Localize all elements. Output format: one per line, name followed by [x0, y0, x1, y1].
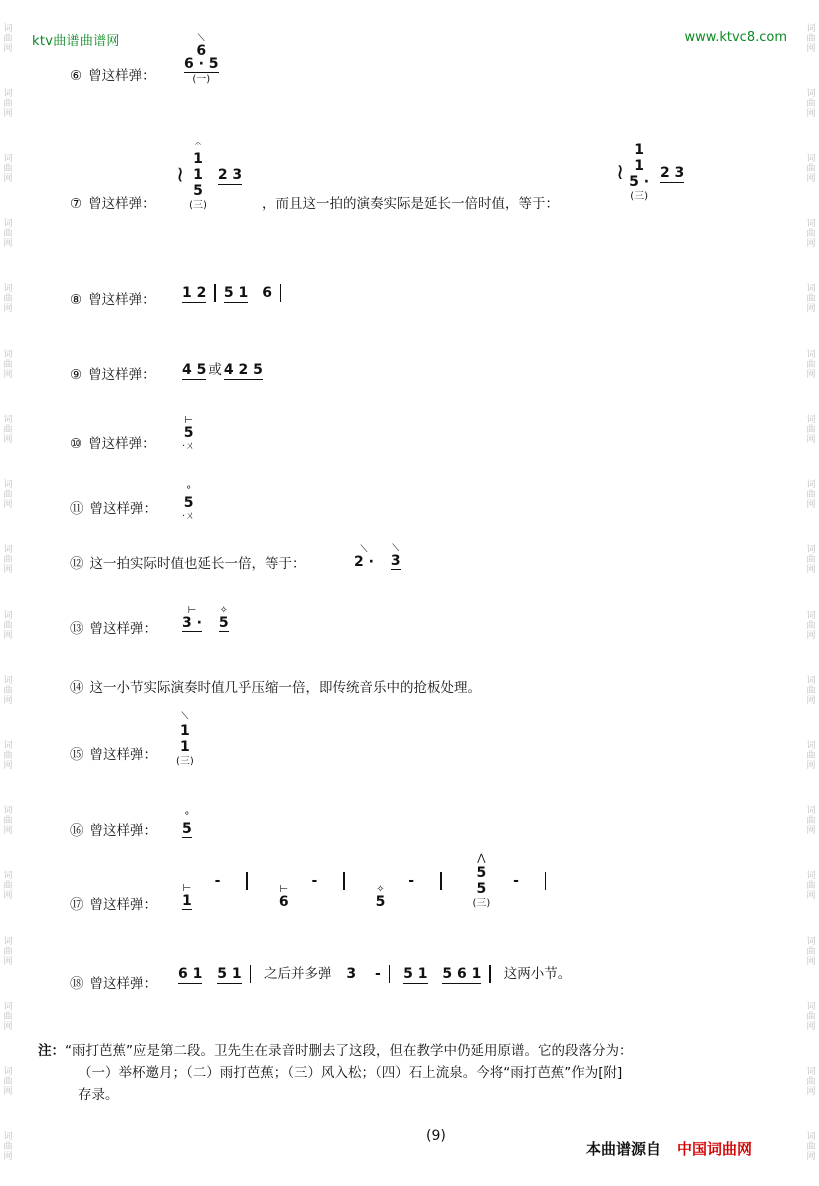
header-site-right[interactable]: www.ktvc8.com [684, 30, 787, 45]
watermark-mark: 词曲网 [3, 610, 13, 641]
watermark-mark: 词曲网 [806, 349, 816, 380]
row-12 [70, 552, 306, 572]
source-label: 本曲谱源自 [586, 1140, 662, 1158]
technique-mark: ⊢ [187, 605, 197, 616]
watermark-mark: 词曲网 [3, 414, 13, 445]
notation-row-7a [176, 138, 242, 212]
watermark-mark: 词曲网 [806, 219, 816, 250]
watermark-mark: 词曲网 [3, 936, 13, 967]
notation-row-8 [182, 284, 289, 303]
barline [343, 872, 345, 890]
dash: - [513, 873, 519, 889]
row-18-middle: 之后并多弹 [263, 966, 332, 982]
or-text: 或 [208, 362, 222, 378]
notation-row-17 [182, 852, 554, 910]
harmonic-mark: ° [186, 485, 192, 496]
row-number: ⑥ [70, 68, 83, 84]
watermark-mark: 词曲网 [3, 871, 13, 902]
row-number: ⑩ [70, 436, 83, 452]
note: 5 [183, 495, 194, 511]
arpeggio-mark: ≀ [616, 160, 625, 185]
row-number: ⑨ [70, 367, 83, 383]
watermark-mark: 词曲网 [3, 349, 13, 380]
watermark-mark: 词曲网 [3, 1067, 13, 1098]
watermark-mark: 词曲网 [806, 480, 816, 511]
note-line-3: 存录。 [78, 1087, 119, 1103]
row-text: 曾这样弹： [88, 292, 156, 308]
note-a: 2 · [354, 554, 374, 570]
row-text: 曾这样弹： [88, 68, 156, 84]
technique-mark: ⊢ [279, 884, 289, 895]
watermark-mark: 词曲网 [806, 675, 816, 706]
technique-mark: ⊢ [182, 883, 192, 894]
measure-3: 5 [375, 894, 386, 910]
row-text: 曾这样弹： [89, 976, 157, 992]
row-17 [70, 893, 157, 913]
right-watermark-column [803, 0, 819, 1186]
notation-row-10 [182, 414, 195, 453]
watermark-mark: 词曲网 [806, 284, 816, 315]
watermark-mark: 词曲网 [3, 284, 13, 315]
watermark-mark: 词曲网 [806, 741, 816, 772]
watermark-mark: 词曲网 [3, 806, 13, 837]
notation-row-18 [178, 962, 571, 984]
row-number: ⑮ [70, 747, 84, 763]
slide-mark: ⟍ [392, 543, 400, 554]
barline [246, 872, 248, 890]
notation-row-16 [182, 810, 192, 838]
watermark-mark: 词曲网 [806, 1001, 816, 1032]
phrase-b: 4 2 5 [223, 362, 263, 378]
row-text: 曾这样弹： [89, 897, 157, 913]
note-b: 5 [218, 615, 229, 631]
notation-row-9 [182, 358, 263, 380]
note-sub: (一) [192, 74, 211, 85]
row-18-end: 这两小节。 [503, 966, 572, 982]
notation-row-6 [184, 32, 219, 86]
barline [489, 965, 491, 983]
note-sub: (三) [176, 756, 194, 767]
row-6 [70, 64, 156, 84]
watermark-mark: 词曲网 [806, 414, 816, 445]
phrase-a: 4 5 [182, 362, 207, 378]
row-number: ⑬ [70, 621, 84, 637]
watermark-mark: 词曲网 [3, 545, 13, 576]
note-pair: 6 · 5 [184, 56, 219, 72]
row-text: 曾这样弹： [89, 747, 157, 763]
watermark-mark: 词曲网 [806, 1067, 816, 1098]
note-pair: 2 3 [217, 167, 243, 183]
watermark-mark: 词曲网 [806, 871, 816, 902]
fermata-mark: 𝄐 [195, 139, 201, 150]
measure-2: 5 1 [223, 285, 249, 301]
note-a: 3 · [182, 615, 202, 631]
measure-1: 1 2 [182, 285, 207, 301]
note-col: 1 1 5 · [629, 142, 650, 190]
row-18 [70, 972, 157, 992]
dash: - [408, 873, 415, 889]
row-7-middle: ，而且这一拍的演奏实际是延长一倍时值，等于： [262, 196, 559, 212]
barline [214, 284, 216, 302]
note-col: 1 1 5 [193, 151, 203, 199]
measure-2: 6 [278, 894, 289, 910]
row-text: 这一小节实际演奏时值几乎压缩一倍，即传统音乐中的抢板处理。 [89, 680, 481, 696]
notation-row-15 [176, 710, 194, 768]
barline [250, 965, 252, 983]
watermark-mark: 词曲网 [806, 154, 816, 185]
row-text: 曾这样弹： [89, 501, 157, 517]
watermark-mark: 词曲网 [3, 88, 13, 119]
technique-mark: ✧ [376, 884, 385, 895]
row-text: 曾这样弹： [89, 621, 157, 637]
row-number: ⑰ [70, 897, 84, 913]
finger-mark: ·ㄨ [182, 441, 196, 452]
row-text: 曾这样弹： [88, 196, 156, 212]
row-text: 曾这样弹： [88, 367, 156, 383]
dash: - [311, 873, 318, 889]
notation-row-12 [354, 542, 401, 570]
row-13 [70, 617, 157, 637]
dash: - [214, 873, 221, 889]
measure-1: 1 [182, 893, 192, 909]
row-number: ⑭ [70, 680, 84, 696]
notation-row-11 [182, 484, 195, 523]
note-sub: (三) [189, 200, 207, 211]
watermark-mark: 词曲网 [3, 480, 13, 511]
row-number: ⑱ [70, 976, 84, 992]
row-number: ⑧ [70, 292, 83, 308]
ornament-mark: ⟍ [197, 33, 205, 44]
watermark-mark: 词曲网 [806, 545, 816, 576]
watermark-mark: 词曲网 [806, 1132, 816, 1163]
watermark-mark: 词曲网 [3, 675, 13, 706]
row-number: ⑯ [70, 823, 84, 839]
dash: - [374, 966, 381, 982]
note-sub: (三) [472, 898, 491, 909]
measure-4: 5 5 [476, 865, 487, 897]
watermark-mark: 词曲网 [806, 88, 816, 119]
row-number: ⑦ [70, 196, 83, 212]
watermark-mark: 词曲网 [3, 741, 13, 772]
barline [545, 872, 547, 890]
source-site-link[interactable]: 中国词曲网 [677, 1140, 753, 1158]
source-credit [586, 1138, 752, 1159]
watermark-mark: 词曲网 [3, 23, 13, 54]
page-number: (9) [426, 1128, 446, 1144]
row-16 [70, 819, 157, 839]
measure-3: 6 [262, 285, 272, 301]
note-line-1 [38, 1040, 783, 1062]
row-8 [70, 288, 156, 308]
row-11 [70, 497, 157, 517]
group-b: 5 1 [217, 966, 242, 982]
ornament-mark: ⋀ [477, 853, 486, 864]
watermark-mark: 词曲网 [3, 154, 13, 185]
technique-mark: ✧ [219, 605, 228, 616]
left-watermark-column [0, 0, 16, 1186]
row-text: 曾这样弹： [89, 823, 157, 839]
group-c: 3 [346, 966, 357, 982]
group-a: 6 1 [178, 966, 203, 982]
slide-mark: ⟍ [360, 544, 368, 555]
notation-row-7b [616, 142, 684, 203]
group-e: 5 6 1 [442, 966, 482, 982]
note: 5 [182, 821, 192, 837]
group-d: 5 1 [403, 966, 428, 982]
barline [440, 872, 442, 890]
watermark-mark: 词曲网 [3, 219, 13, 250]
row-number: ⑪ [70, 501, 84, 517]
note-pair: 2 3 [659, 164, 685, 181]
row-number: ⑫ [70, 556, 84, 572]
row-15 [70, 743, 157, 763]
arpeggio-mark: ≀ [176, 162, 185, 188]
row-9 [70, 363, 156, 383]
watermark-mark: 词曲网 [806, 806, 816, 837]
notation-row-13 [182, 604, 229, 632]
watermark-mark: 词曲网 [3, 1001, 13, 1032]
note-line-2: （一）举杯邀月；（二）雨打芭蕉；（三）风入松；（四）石上流泉。今将“雨打芭蕉”作为[附] [78, 1065, 623, 1081]
note-label: 注： [38, 1043, 65, 1059]
note-block [38, 1040, 783, 1106]
harmonic-mark: ° [184, 811, 190, 822]
row-14 [70, 676, 481, 696]
row-7 [70, 192, 156, 212]
note: 5 [183, 425, 194, 441]
finger-mark: ·ㄨ [182, 511, 196, 522]
header-site-left[interactable]: ktv曲谱曲谱网 [32, 34, 120, 49]
watermark-mark: 词曲网 [806, 23, 816, 54]
technique-mark: ⊢ [184, 415, 193, 426]
row-10 [70, 432, 156, 452]
ornament-mark: ⟍ [181, 711, 189, 722]
note-b: 3 [390, 553, 401, 569]
watermark-mark: 词曲网 [806, 936, 816, 967]
note-sub: (三) [630, 191, 648, 202]
note-top: 6 [196, 43, 207, 59]
row-text: 曾这样弹： [88, 436, 156, 452]
note-text-1: “雨打芭蕉”应是第二段。卫先生在录音时删去了这段，但在教学中仍延用原谱。它的段落分为： [65, 1043, 633, 1059]
barline [389, 965, 391, 983]
watermark-mark: 词曲网 [3, 1132, 13, 1163]
barline [280, 284, 282, 302]
row-text: 这一拍实际时值也延长一倍，等于： [89, 556, 306, 572]
watermark-mark: 词曲网 [806, 610, 816, 641]
note-col: 1 1 [180, 723, 190, 755]
